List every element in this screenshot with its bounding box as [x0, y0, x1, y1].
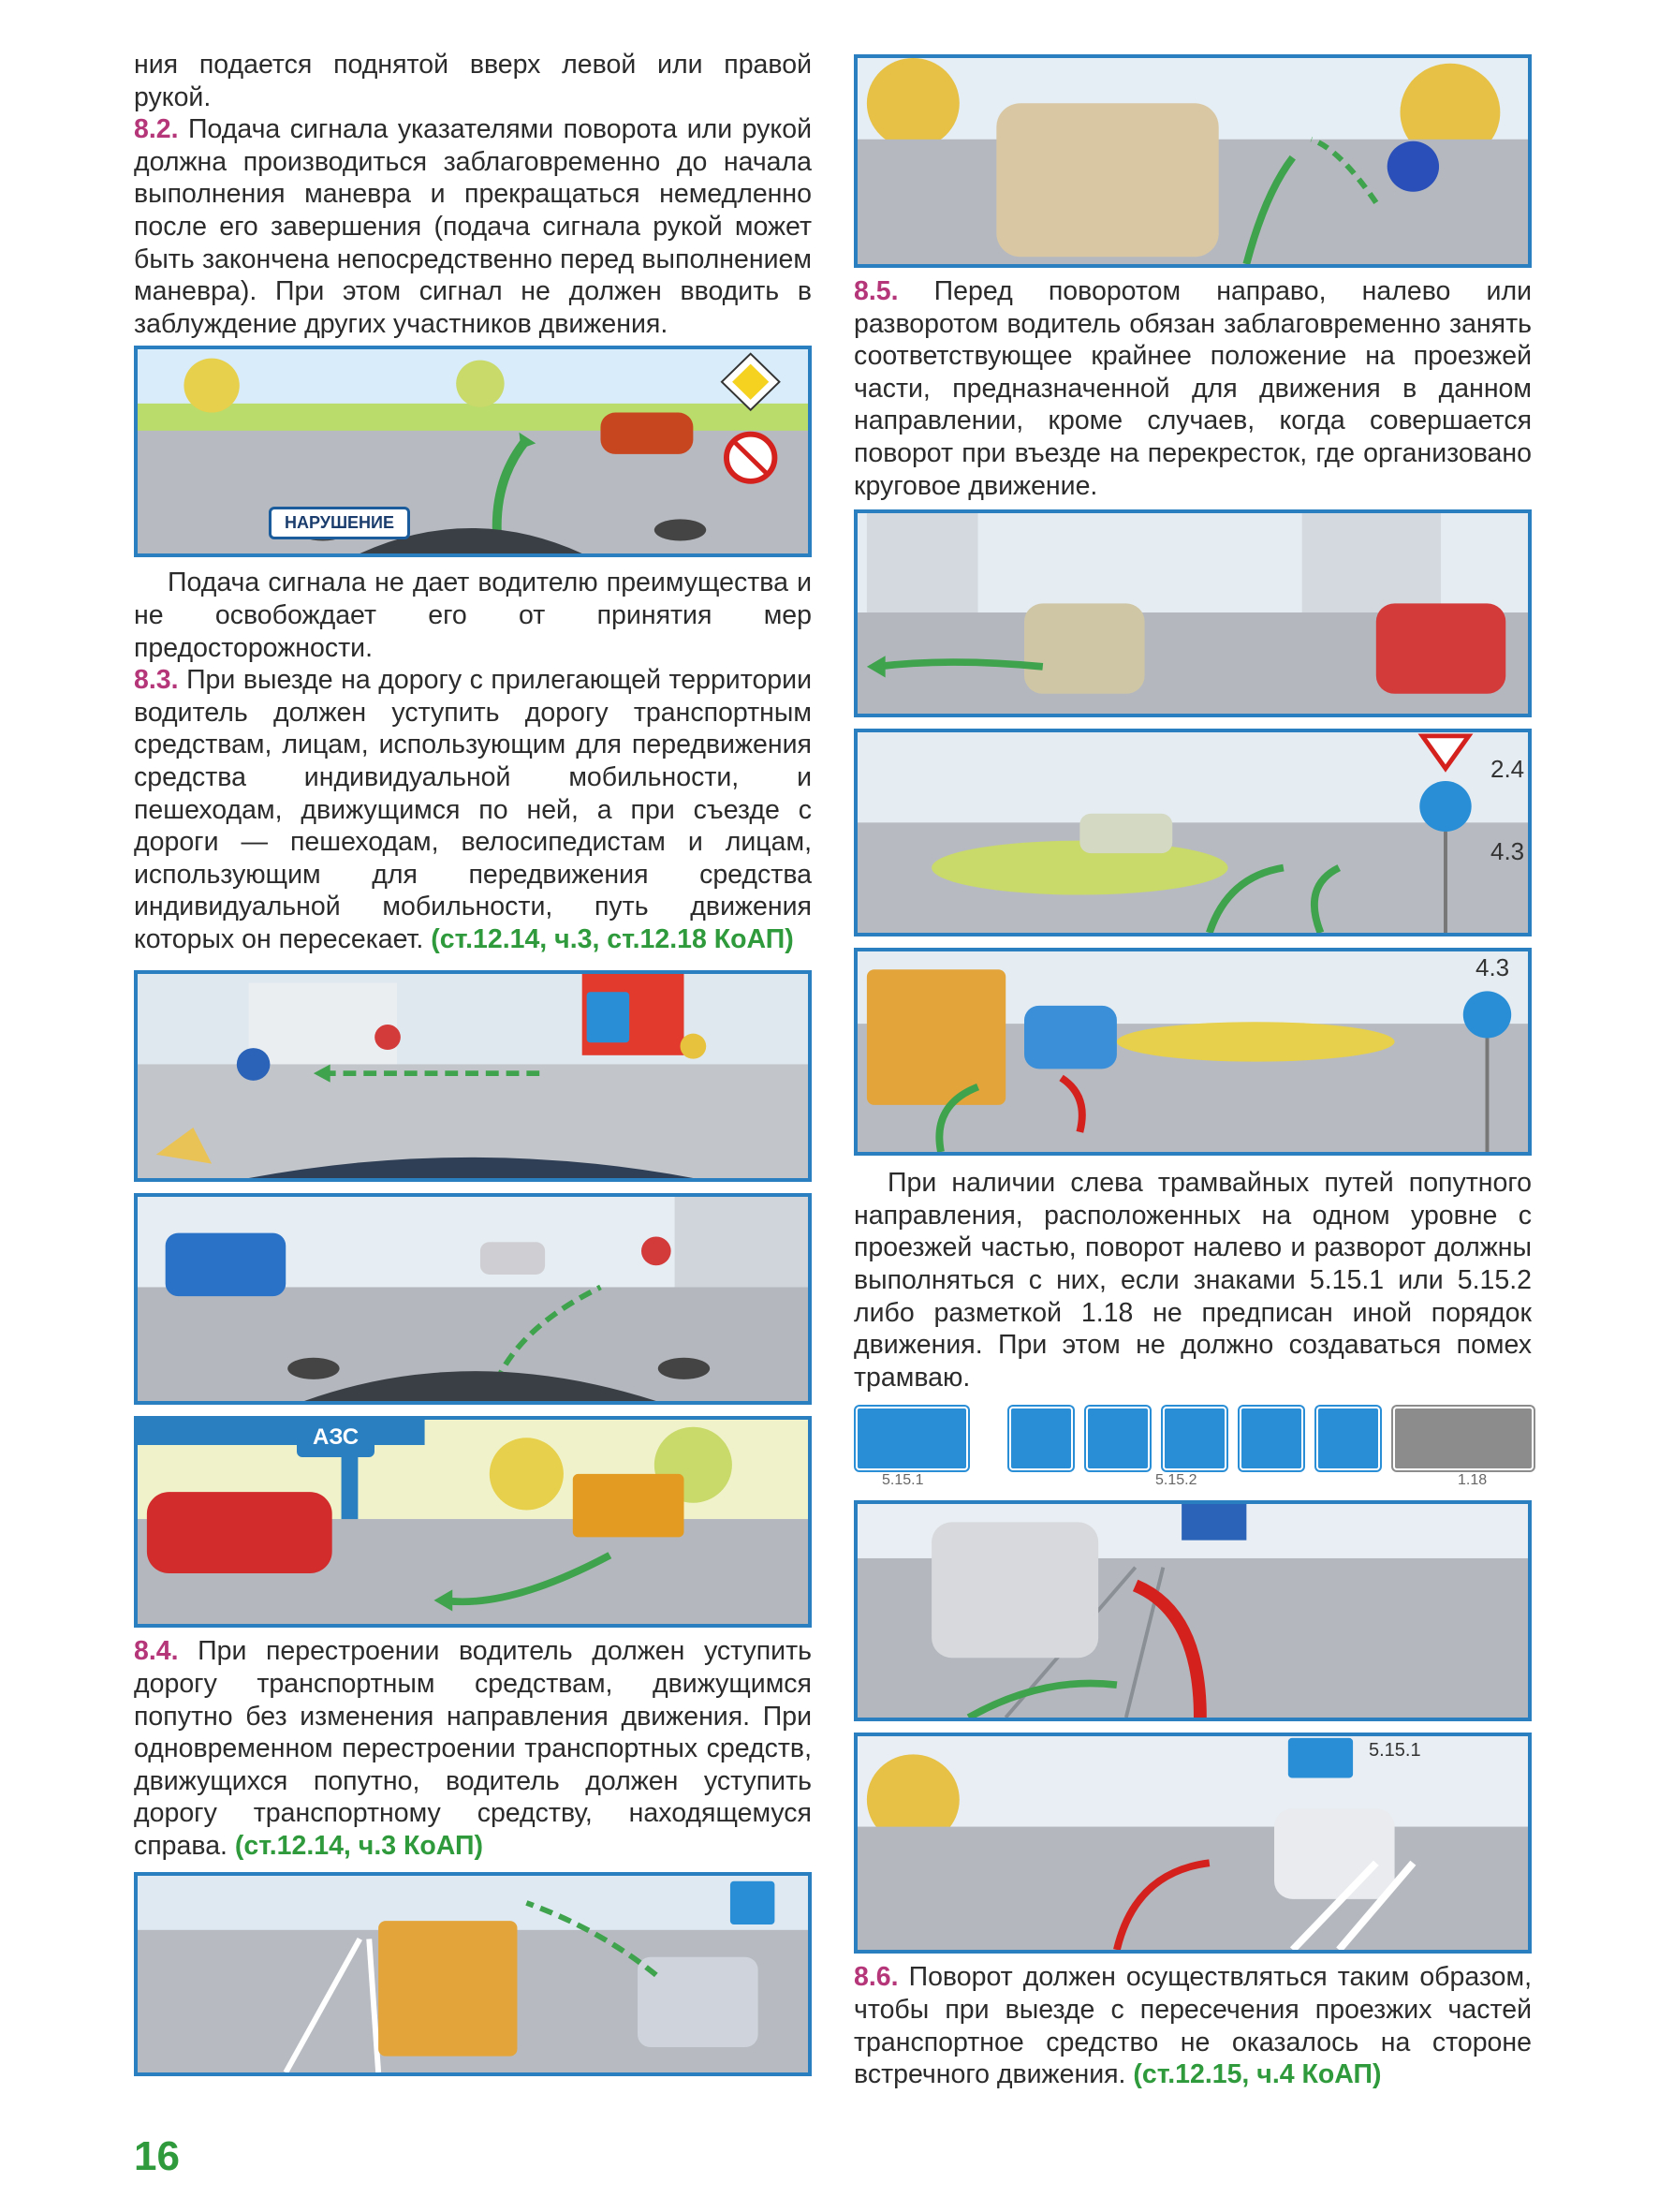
- section-8-5: [854, 275, 1532, 502]
- lane-sign-5-15-2-icon: [1240, 1407, 1303, 1470]
- scooter-pedestrians-icon: [138, 974, 808, 1178]
- paragraph-precaution: Подача сигнала не дает водителю преимущества и не освобождает его от принятия мер предосторожности.: [134, 568, 812, 663]
- section-8-2: [134, 113, 812, 340]
- roundabout-truck-icon: [858, 951, 1528, 1152]
- illustration-tram-sign-turn: [854, 1733, 1532, 1954]
- sign-label-1-18: 1.18: [1458, 1472, 1488, 1489]
- section-text: Перед поворотом направо, налево или разворотом водитель обязан заблаговременно занять соответствующее крайнее положение на проезжей части, предназначенной для движения в данном направлении, кроме случаев, когда совершается поворот при въезде на перекресток, где организовано круговое движение.: [854, 276, 1532, 501]
- illustration-exit-cyclist: [134, 1193, 812, 1405]
- section-text: Поворот должен осуществляться таким образом, чтобы при выезде с пересечения проезжих частей транспортное средство не оказалось на стороне встречного движения.: [854, 1962, 1532, 2090]
- sign-5-15-1-label: 5.15.1: [1369, 1740, 1421, 1762]
- section-number: 8.6.: [854, 1962, 899, 1993]
- lane-sign-5-15-2-icon: [1316, 1407, 1380, 1470]
- marking-1-18-icon: [1393, 1407, 1534, 1470]
- section-text: При перестроении водитель должен уступить дорогу транспортным средствам, движущимся попутно без изменения направления движения. При одновременном перестроении транспортных средств, движущихся попутно, водитель должен уступить дорогу транспортному средству, находящемуся справа.: [134, 1636, 812, 1862]
- section-number: 8.2.: [134, 114, 179, 145]
- illustration-roundabout: [854, 729, 1532, 936]
- lane-sign-5-15-2-icon: [1163, 1407, 1226, 1470]
- left-column: [134, 49, 812, 2076]
- illustration-extreme-position: [854, 509, 1532, 717]
- section-8-4: [134, 1635, 812, 1862]
- illustration-signal-violation: [134, 346, 812, 557]
- gas-station-icon: [138, 1420, 808, 1624]
- lane-signs-row: [854, 1407, 1532, 1491]
- section-number: 8.4.: [134, 1636, 179, 1667]
- street-scene-icon: [138, 349, 808, 553]
- lane-sign-5-15-1-icon: [856, 1407, 968, 1470]
- illustration-tram-left-turn: [854, 1500, 1532, 1721]
- section-number: 8.5.: [854, 276, 899, 306]
- sign-4-3-label: 4.3: [1475, 953, 1510, 982]
- section-text: При выезде на дорогу с прилегающей территории водитель должен уступить дорогу транспортным средствам, лицам, использующим для передвижения средства индивидуальной мобильности, и пешеходам, движущимся по ней, а при съезде с дороги — пешеходам, велосипедистам и лицам, использующим для передвижения средства индивидуальной мобильности, путь движения которых он пересекает.: [134, 665, 812, 954]
- violation-badge: НАРУШЕНИЕ: [269, 507, 410, 539]
- tram-sign-crossing-icon: [858, 1736, 1528, 1950]
- section-number: 8.3.: [134, 665, 179, 696]
- paragraph-tram-tracks: При наличии слева трамвайных путей попутного направления, расположенных на одном уровне с проезжей частью, поворот налево и разворот должны выполняться с них, если знаками 5.15.1 или 5.15.2 либо разметкой 1.18 не предписан иной порядок движения. При этом не должно создаваться помех трамваю.: [854, 1168, 1532, 1393]
- gas-station-label: АЗС: [297, 1418, 374, 1457]
- law-reference: (ст.12.15, ч.4 КоАП): [1125, 2059, 1382, 2090]
- paragraph-continued: ния подается поднятой вверх левой или правой рукой.: [134, 50, 812, 112]
- illustration-turn-signal-car: [854, 54, 1532, 268]
- law-reference: (ст.12.14, ч.3, ст.12.18 КоАП): [423, 923, 794, 954]
- sign-2-4-label: 2.4: [1490, 755, 1525, 784]
- tram-tracks-icon: [858, 1504, 1528, 1718]
- lane-sign-5-15-2-icon: [1086, 1407, 1150, 1470]
- section-8-6: [854, 1961, 1532, 2090]
- section-8-3: [134, 664, 812, 955]
- illustration-roundabout-entry: [854, 948, 1532, 1156]
- sign-label-5-15-2: 5.15.2: [1155, 1472, 1197, 1489]
- right-column: [854, 54, 1532, 2091]
- sign-4-3-label: 4.3: [1490, 837, 1525, 866]
- illustration-lane-change: [134, 1872, 812, 2076]
- suv-motorcycle-icon: [858, 58, 1528, 264]
- illustration-exit-adjacent-area: [134, 970, 812, 1182]
- sign-label-5-15-1: 5.15.1: [882, 1472, 924, 1489]
- page-number: 16: [134, 2133, 180, 2179]
- lane-sign-5-15-2-icon: [1009, 1407, 1073, 1470]
- section-text: Подача сигнала указателями поворота или рукой должна производиться заблаговременно до начала выполнения маневра и прекращаться немедленно после его завершения (подача сигнала рукой может быть закончена непосредственно перед выполнением маневра). При этом сигнал не должен вводить в заблуждение других участников движения.: [134, 114, 812, 339]
- law-reference: (ст.12.14, ч.3 КоАП): [227, 1831, 483, 1862]
- cyclist-road-icon: [138, 1197, 808, 1401]
- illustration-gas-station: [134, 1416, 812, 1628]
- roundabout-icon: [858, 732, 1528, 933]
- truck-lane-change-icon: [138, 1876, 808, 2072]
- intersection-city-icon: [858, 513, 1528, 714]
